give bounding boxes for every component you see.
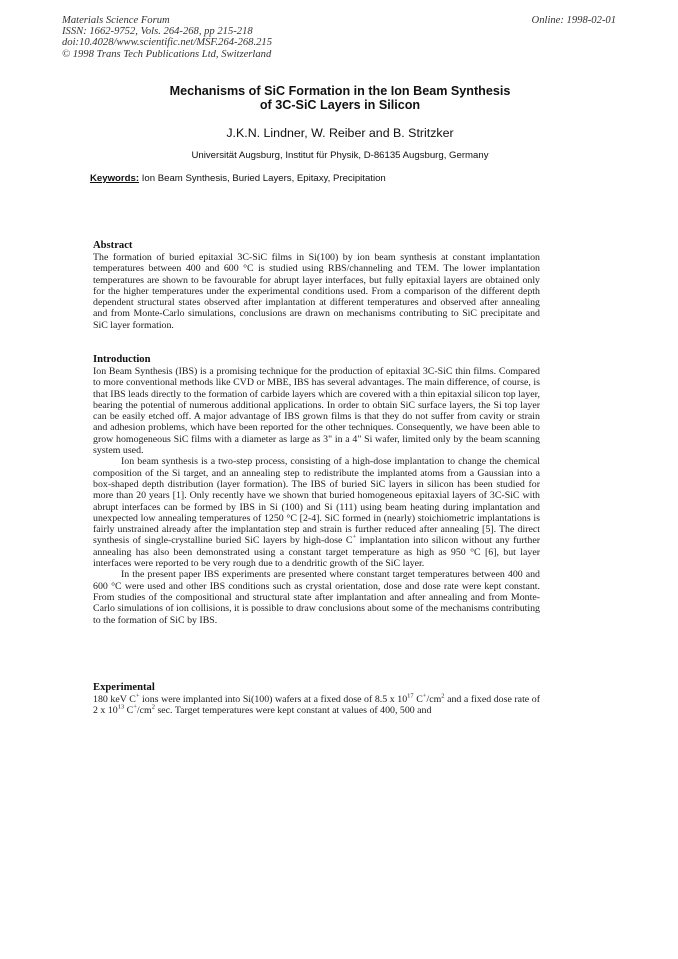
abstract-section bbox=[93, 240, 540, 331]
exp-sup-3: + bbox=[422, 692, 427, 700]
intro-p2-text: Ion beam synthesis is a two-step process, consisting of a high-dose implantation to change the chemical composition of the Si target, and an annealing step to redistribute the implanted atoms from a Gaussian into a box-shaped depth distribution (layer formation). The IBS of buried SiC layers in silicon has been studied for more than 20 years [1]. Only recently have we shown that buried homogeneous epitaxial layers of 3C-SiC with abrupt interfaces can be formed by IBS in Si (100) and Si (111) using beam heating during implantation and unexpected low annealing temperatures of 1250 °C [2-4]. SiC formed in (nearly) stoichiometric implantations is fairly unstrained already after the implantation step and strain is further reduced after annealing [5]. The direct synthesis of single-crystalline buried SiC layers by high-dose C bbox=[93, 456, 540, 547]
keywords-list: Ion Beam Synthesis, Buried Layers, Epitaxy, Precipitation bbox=[141, 173, 386, 184]
title-line-1: Mechanisms of SiC Formation in the Ion Beam Synthesis bbox=[169, 84, 511, 98]
exp-sup-1: + bbox=[135, 692, 140, 700]
issn-line: ISSN: 1662-9752, Vols. 264-268, pp 215-218 bbox=[62, 26, 253, 38]
doi-line[interactable]: doi:10.4028/www.scientific.net/MSF.264-268.215 bbox=[62, 37, 272, 49]
exp-text-1: 180 keV C bbox=[93, 694, 136, 705]
experimental-paragraph bbox=[93, 694, 540, 717]
authors: J.K.N. Lindner, W. Reiber and B. Stritzker bbox=[226, 126, 454, 140]
abstract-text: The formation of buried epitaxial 3C-SiC films in Si(100) by ion beam synthesis at constant implantation temperatures between 400 and 600 °C is studied using RBS/channeling and TEM. The lower implantation temperatures are shown to be favourable for abrupt layer interfaces, but fully epitaxial layers are obtained only for the higher temperatures under the experimental conditions used. From a comparison of the different depth dependent structural states observed after implantation at different temperatures and observed after annealing and from Monte-Carlo simulations, conclusions are drawn on mechanisms contributing to SiC precipitate and SiC layer formation. bbox=[93, 252, 540, 331]
introduction-heading: Introduction bbox=[93, 354, 151, 365]
experimental-section bbox=[93, 682, 540, 717]
exp-text-4: /cm bbox=[426, 694, 442, 705]
exp-sup-4: 2 bbox=[441, 692, 445, 700]
intro-paragraph-1: Ion Beam Synthesis (IBS) is a promising technique for the production of epitaxial 3C-SiC thin films. Compared to more conventional methods like CVD or MBE, IBS has several advantages. The main difference, of course, is that IBS leads directly to the formation of carbide layers which are covered with a thin epitaxial silicon top layer, bearing the potential of numerous additional applications. In order to obtain SiC surface layers, the Si top layer can be easily etched off. A major advantage of IBS grown films is that they do not suffer from cavity or strain and adhesion problems, which have been reported for the other techniques. Consequently, we have been able to grow homogeneous SiC films with a diameter as large as 3" in a 4" Si wafer, limited only by the beam scanning system used. bbox=[93, 366, 540, 457]
copyright-line: © 1998 Trans Tech Publications Ltd, Switzerland bbox=[62, 48, 272, 60]
exp-sup-5: 13 bbox=[117, 704, 125, 711]
online-date: Online: 1998-02-01 bbox=[531, 15, 616, 26]
exp-text-5: and a fixed dose rate of 2 x 10 bbox=[93, 694, 540, 717]
title-line-2: of 3C-SiC Layers in Silicon bbox=[259, 98, 421, 112]
exp-text-6: C bbox=[124, 705, 134, 717]
exp-sup-2: 17 bbox=[407, 692, 414, 700]
intro-paragraph-2 bbox=[93, 456, 540, 569]
exp-text-7: /cm bbox=[136, 705, 152, 717]
paper-title bbox=[80, 84, 600, 112]
affiliation: Universität Augsburg, Institut für Physik, D-86135 Augsburg, Germany bbox=[191, 150, 489, 161]
exp-text-3: C bbox=[413, 694, 423, 705]
exp-text-2: ions were implanted into Si(100) wafers at a fixed dose of 8.5 x 10 bbox=[139, 694, 408, 705]
exp-sup-7: 2 bbox=[151, 704, 155, 711]
keywords bbox=[90, 173, 610, 184]
journal-name: Materials Science Forum bbox=[62, 15, 170, 26]
experimental-heading: Experimental bbox=[93, 682, 155, 693]
intro-p2-sup: + bbox=[352, 534, 357, 542]
exp-text-8: sec. Target temperatures were kept constant at values of 400, 500 and bbox=[154, 705, 432, 717]
intro-p2-tail: implantation into silicon without any further annealing has also been demonstrated using a constant target temperature as high as 950 °C [6], but layer interfaces were reported to be very rough due to a dendritic growth of the SiC layer. bbox=[93, 535, 540, 570]
intro-paragraph-3: In the present paper IBS experiments are presented where constant target temperatures between 400 and 600 °C were used and other IBS conditions such as crystal orientation, dose and dose rate were kept constant. From studies of the compositional and structural state after implantation and after annealing and from Monte-Carlo simulations of ion collisions, it is possible to draw conclusions about some of the mechanisms contributing to the formation of SiC by IBS. bbox=[93, 569, 540, 626]
abstract-heading: Abstract bbox=[93, 240, 133, 251]
keywords-label: Keywords: bbox=[90, 173, 140, 184]
introduction-section bbox=[93, 354, 540, 626]
exp-sup-6: + bbox=[133, 704, 137, 711]
